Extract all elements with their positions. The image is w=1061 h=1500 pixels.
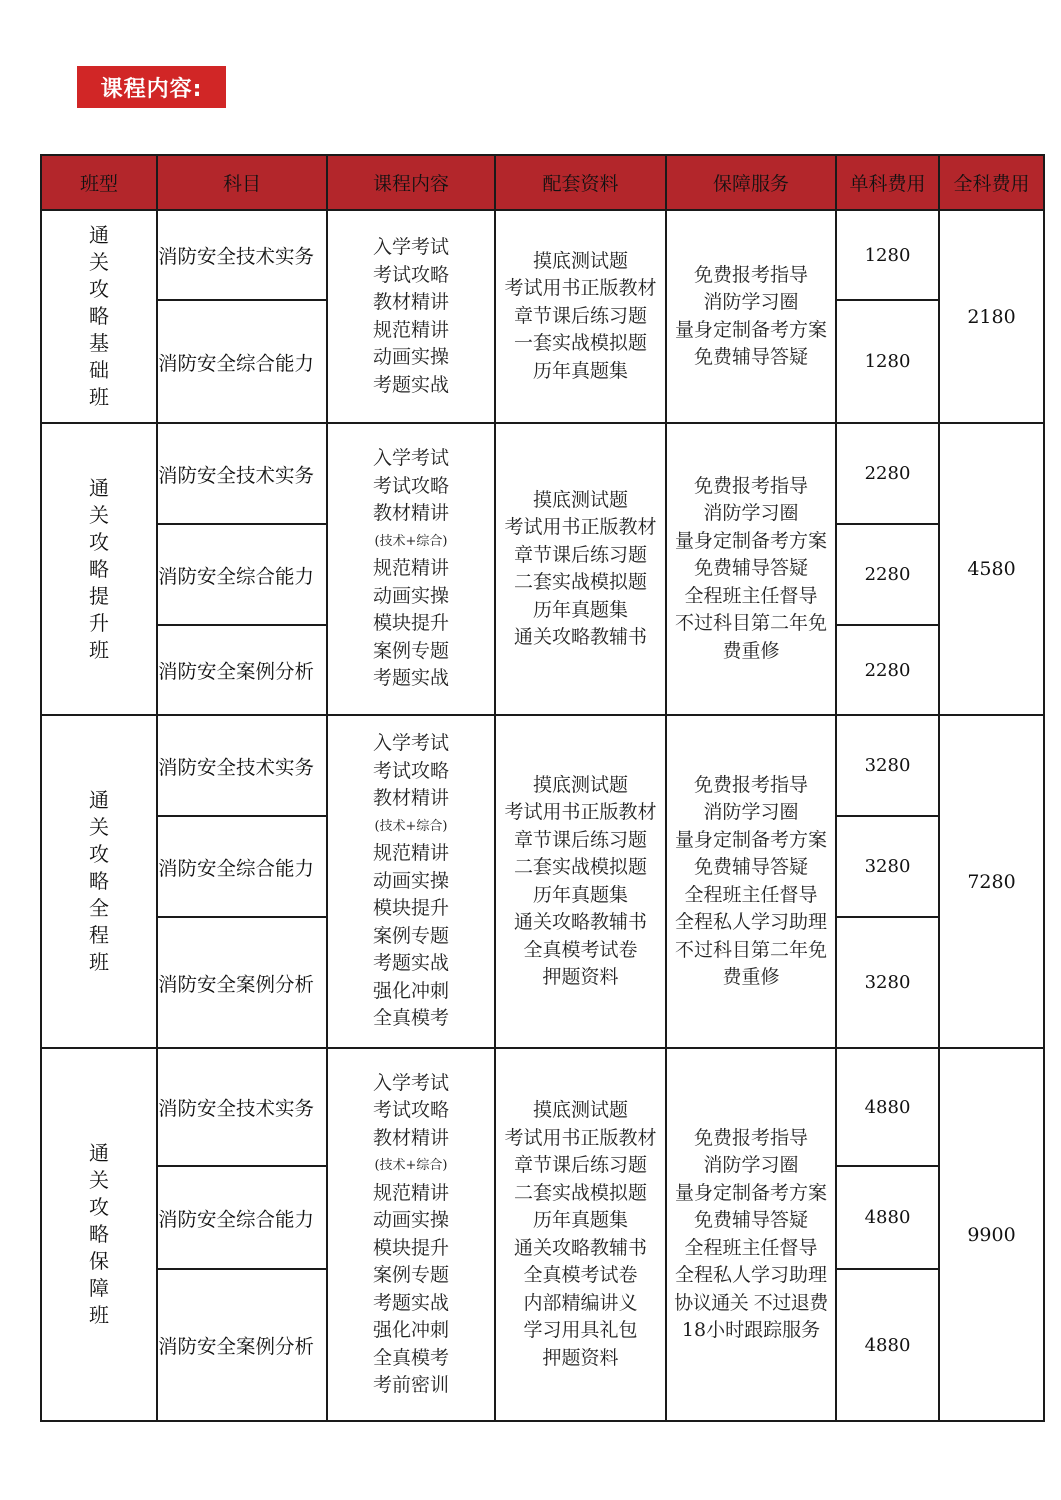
single-fee: 2280 — [836, 423, 939, 524]
list-item: 全程私人学习助理 — [674, 911, 827, 933]
list-item: 考题实战 — [372, 667, 449, 690]
list-item: 全真模考 — [372, 1007, 449, 1030]
list-item: 免费报考指导 — [693, 263, 808, 286]
list-item: 入学考试 — [372, 447, 449, 470]
list-item: 全真模考试卷 — [523, 938, 638, 961]
list-item: 全程私人学习助理 — [674, 1264, 827, 1286]
list-item: 押题资料 — [542, 1346, 619, 1369]
list-item: 摸底测试题 — [532, 773, 628, 796]
total-fee: 4580 — [939, 423, 1044, 715]
list-item: 教材精讲 — [372, 1126, 449, 1149]
list-item: 全真模考 — [372, 1346, 449, 1369]
list-item: 一套实战模拟题 — [513, 332, 647, 355]
subject-name: 消防安全案例分析 — [157, 917, 327, 1048]
single-fee: 4880 — [836, 1166, 939, 1269]
single-fee: 2280 — [836, 524, 939, 625]
class-type: 通关攻略全程班 — [41, 715, 157, 1048]
class-type: 通关攻略提升班 — [41, 423, 157, 715]
subject-name: 消防安全技术实务 — [157, 715, 327, 816]
list-item: 考前密训 — [372, 1374, 449, 1396]
list-item: 二套实战模拟题 — [513, 856, 647, 878]
list-item: 通关攻略教辅书 — [513, 1236, 647, 1259]
list-item: 消防学习圈 — [703, 502, 799, 525]
total-fee: 9900 — [939, 1048, 1044, 1421]
materials — [495, 715, 666, 1048]
list-item: 考试用书正版教材 — [504, 1126, 657, 1149]
list-item: 量身定制备考方案 — [674, 529, 827, 552]
list-item: 免费辅导答疑 — [693, 856, 808, 878]
list-item: 免费辅导答疑 — [693, 557, 808, 580]
single-fee: 3280 — [836, 917, 939, 1048]
list-item: 规范精讲 — [372, 1181, 449, 1204]
list-item: 量身定制备考方案 — [674, 318, 827, 341]
list-item: 考试攻略 — [372, 263, 449, 286]
course-table — [40, 154, 1045, 1422]
list-item: 不过科目第二年免 — [674, 612, 827, 635]
list-item: 规范精讲 — [372, 557, 449, 580]
list-item: 入学考试 — [372, 1071, 449, 1094]
list-item: 考试用书正版教材 — [504, 516, 657, 538]
subject-name: 消防安全技术实务 — [157, 210, 327, 300]
list-item: 免费报考指导 — [693, 1126, 808, 1149]
class-type: 通关攻略保障班 — [41, 1048, 157, 1421]
subject-name: 消防安全技术实务 — [157, 1048, 327, 1166]
list-item: 入学考试 — [372, 236, 449, 258]
table-row — [41, 210, 1044, 300]
table-row — [41, 1048, 1044, 1166]
list-item: 考试用书正版教材 — [504, 277, 657, 300]
course-content — [327, 210, 495, 423]
list-item: 考试攻略 — [372, 759, 449, 782]
header-row — [41, 155, 1044, 210]
list-item: 案例专题 — [372, 924, 449, 947]
single-fee: 3280 — [836, 816, 939, 917]
subject-name: 消防安全案例分析 — [157, 625, 327, 715]
single-fee: 3280 — [836, 715, 939, 816]
single-fee: 1280 — [836, 210, 939, 300]
list-item: 押题资料 — [542, 966, 619, 988]
list-item: 考题实战 — [372, 1291, 449, 1314]
list-item: 二套实战模拟题 — [513, 571, 647, 593]
list-item: 消防学习圈 — [703, 1154, 799, 1176]
list-item: 内部精编讲义 — [523, 1291, 638, 1314]
list-item: 考试用书正版教材 — [504, 801, 657, 823]
list-item: 消防学习圈 — [703, 801, 799, 823]
list-item: 案例专题 — [372, 639, 449, 662]
list-item: 考题实战 — [372, 373, 449, 396]
subject-name: 消防安全案例分析 — [157, 1269, 327, 1421]
header-single-fee: 单科费用 — [836, 155, 939, 210]
total-fee: 7280 — [939, 715, 1044, 1048]
list-item: 章节课后练习题 — [513, 1154, 647, 1176]
section-label: 课程内容: — [77, 66, 226, 108]
list-item: 规范精讲 — [372, 842, 449, 865]
subject-name: 消防安全技术实务 — [157, 423, 327, 524]
single-fee: 1280 — [836, 300, 939, 423]
list-item: 量身定制备考方案 — [674, 828, 827, 851]
subject-name: 消防安全综合能力 — [157, 300, 327, 423]
list-item: 费重修 — [722, 639, 780, 662]
class-type: 通关攻略基础班 — [41, 210, 157, 423]
course-content — [327, 423, 495, 715]
list-item: 入学考试 — [372, 732, 449, 755]
subject-name: 消防安全综合能力 — [157, 816, 327, 917]
list-item: 全真模考试卷 — [523, 1264, 638, 1286]
header-subject: 科目 — [157, 155, 327, 210]
list-item: 考试攻略 — [372, 1099, 449, 1121]
list-item: (技术+综合) — [374, 533, 448, 549]
header-total-fee: 全科费用 — [939, 155, 1044, 210]
single-fee: 4880 — [836, 1048, 939, 1166]
list-item: 模块提升 — [372, 612, 449, 635]
list-item: 免费报考指导 — [693, 474, 808, 497]
list-item: 动画实操 — [372, 1209, 449, 1231]
materials — [495, 1048, 666, 1421]
list-item: 二套实战模拟题 — [513, 1181, 647, 1204]
list-item: 18小时跟踪服务 — [681, 1319, 821, 1341]
list-item: 教材精讲 — [372, 291, 449, 313]
list-item: 消防学习圈 — [703, 291, 799, 313]
list-item: 动画实操 — [372, 346, 449, 368]
list-item: 费重修 — [722, 966, 780, 988]
table-row — [41, 715, 1044, 816]
course-content — [327, 715, 495, 1048]
list-item: 全程班主任督导 — [684, 883, 818, 906]
list-item: 量身定制备考方案 — [674, 1181, 827, 1204]
table-row — [41, 423, 1044, 524]
list-item: 通关攻略教辅书 — [513, 626, 647, 648]
services — [666, 715, 836, 1048]
subject-name: 消防安全综合能力 — [157, 524, 327, 625]
list-item: 学习用具礼包 — [523, 1319, 638, 1341]
list-item: 全程班主任督导 — [684, 1236, 818, 1259]
list-item: 通关攻略教辅书 — [513, 911, 647, 933]
list-item: 章节课后练习题 — [513, 828, 647, 851]
single-fee: 2280 — [836, 625, 939, 715]
list-item: 规范精讲 — [372, 318, 449, 341]
services — [666, 210, 836, 423]
list-item: 模块提升 — [372, 897, 449, 920]
header-services: 保障服务 — [666, 155, 836, 210]
total-fee: 2180 — [939, 210, 1044, 423]
services — [666, 1048, 836, 1421]
list-item: 强化冲刺 — [372, 979, 449, 1002]
list-item: 摸底测试题 — [532, 249, 628, 272]
list-item: 章节课后练习题 — [513, 543, 647, 566]
list-item: 教材精讲 — [372, 787, 449, 810]
list-item: 免费报考指导 — [693, 773, 808, 796]
single-fee: 4880 — [836, 1269, 939, 1421]
list-item: 免费辅导答疑 — [693, 1209, 808, 1231]
list-item: 案例专题 — [372, 1264, 449, 1286]
materials — [495, 210, 666, 423]
materials — [495, 423, 666, 715]
list-item: 考题实战 — [372, 952, 449, 975]
list-item: 免费辅导答疑 — [693, 346, 808, 368]
subject-name: 消防安全综合能力 — [157, 1166, 327, 1269]
services — [666, 423, 836, 715]
list-item: 考试攻略 — [372, 474, 449, 497]
course-content — [327, 1048, 495, 1421]
header-content: 课程内容 — [327, 155, 495, 210]
list-item: 动画实操 — [372, 584, 449, 607]
list-item: 历年真题集 — [532, 883, 628, 906]
list-item: 模块提升 — [372, 1236, 449, 1259]
list-item: 强化冲刺 — [372, 1319, 449, 1341]
list-item: 全程班主任督导 — [684, 584, 818, 607]
list-item: 历年真题集 — [532, 1209, 628, 1231]
list-item: 教材精讲 — [372, 502, 449, 525]
list-item: (技术+综合) — [374, 818, 448, 834]
list-item: 动画实操 — [372, 869, 449, 892]
header-class-type: 班型 — [41, 155, 157, 210]
list-item: 章节课后练习题 — [513, 304, 647, 327]
list-item: 摸底测试题 — [532, 488, 628, 511]
list-item: (技术+综合) — [374, 1158, 448, 1173]
header-materials: 配套资料 — [495, 155, 666, 210]
list-item: 协议通关 不过退费 — [674, 1291, 828, 1314]
list-item: 历年真题集 — [532, 598, 628, 621]
list-item: 不过科目第二年免 — [674, 938, 827, 961]
list-item: 历年真题集 — [532, 359, 628, 382]
list-item: 摸底测试题 — [532, 1099, 628, 1121]
